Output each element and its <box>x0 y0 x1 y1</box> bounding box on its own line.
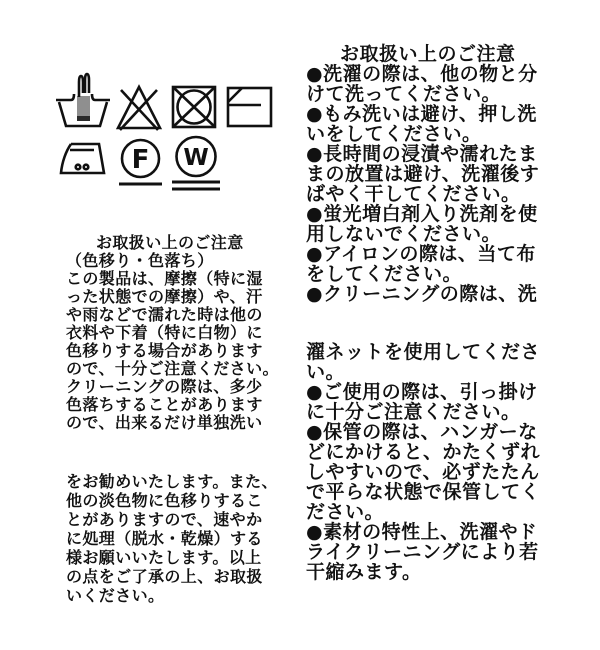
left-column-block1 <box>66 252 306 432</box>
text-line: とがありますので、速やか <box>66 510 263 529</box>
text-line: い。 <box>306 361 346 383</box>
iron-two-dots-icon <box>59 141 107 177</box>
right-column <box>306 44 588 582</box>
text-line: しやすいので、必ずたたん <box>306 461 540 483</box>
text-line: ライクリーニングにより若 <box>306 541 539 563</box>
text-line: に処理（脱水・乾燥）する <box>66 529 263 548</box>
text-line: をお勧めいたします。また、 <box>66 472 278 491</box>
right-column-block1 <box>306 64 588 304</box>
left-column-block2 <box>66 472 306 605</box>
text-line: クリーニングの際は、多少 <box>66 377 263 396</box>
text-line: 他の淡色物に色移りするこ <box>66 491 263 510</box>
text-line: の点をご了承の上、お取扱 <box>66 567 263 586</box>
text-line: ●アイロンの際は、当て布 <box>306 243 536 265</box>
left-column-heading: お取扱い上のご注意 <box>96 233 244 252</box>
text-line: に十分ご注意ください。 <box>306 401 521 423</box>
letter-F: F <box>131 145 150 175</box>
text-line: どにかけると、かたくずれ <box>306 441 541 463</box>
hand-wash-icon <box>54 71 112 131</box>
text-line: をしてください。 <box>306 263 463 285</box>
dry-flat-in-shade-icon <box>226 86 273 128</box>
text-line: いをしてください。 <box>306 123 482 145</box>
do-not-bleach-icon <box>114 83 164 131</box>
text-line: ●クリーニングの際は、洗 <box>306 283 538 305</box>
text-line: ●蛍光増白剤入り洗剤を使 <box>306 203 538 225</box>
text-line: で平らな状態で保管してく <box>306 481 541 503</box>
text-line: ●長時間の浸漬や濡れたま <box>306 143 538 165</box>
text-line: ●洗濯の際は、他の物と分 <box>306 63 538 85</box>
wet-clean-W-double-underline-icon <box>170 135 222 193</box>
right-column-heading: お取扱い上のご注意 <box>340 43 516 65</box>
text-line: 衣料や下着（特に白物）に <box>66 323 263 342</box>
letter-W: W <box>183 145 209 171</box>
text-line: 色落ちすることがあります <box>66 395 263 414</box>
text-line: ので、出来るだけ単独洗い <box>66 413 263 432</box>
text-line: 濯ネットを使用してくださ <box>306 341 541 363</box>
text-line: 用しないでください。 <box>306 223 502 245</box>
text-line: いください。 <box>66 586 165 605</box>
text-line: ばやく干してください。 <box>306 183 521 205</box>
text-line: まの放置は避け、洗濯後す <box>306 163 540 185</box>
do-not-tumble-dry-icon <box>169 84 219 130</box>
text-line: ださい。 <box>306 501 385 523</box>
text-line: けて洗ってください。 <box>306 83 502 105</box>
text-line: 様お願いいたします。以上 <box>66 548 262 567</box>
right-column-gap <box>306 304 588 342</box>
dry-clean-F-underline-icon <box>118 138 163 187</box>
text-line: った状態での摩擦）や、汗 <box>66 287 263 306</box>
text-line: や雨などで濡れた時は他の <box>66 305 263 324</box>
text-line: この製品は、摩擦（特に湿 <box>66 269 263 288</box>
right-column-block2 <box>306 342 588 582</box>
text-line: （色移り・色落ち） <box>66 251 214 270</box>
text-line: ●素材の特性上、洗濯やド <box>306 521 538 543</box>
left-column-gap <box>66 432 306 472</box>
text-line: ●ご使用の際は、引っ掛け <box>306 381 538 403</box>
text-line: ●保管の際は、ハンガーな <box>306 421 538 443</box>
text-line: ので、十分ご注意ください。 <box>66 359 279 378</box>
text-line: 色移りする場合があります <box>66 341 263 360</box>
left-column <box>66 234 306 605</box>
text-line: 干縮みます。 <box>306 561 422 583</box>
text-line: ●もみ洗いは避け、押し洗 <box>306 103 537 125</box>
